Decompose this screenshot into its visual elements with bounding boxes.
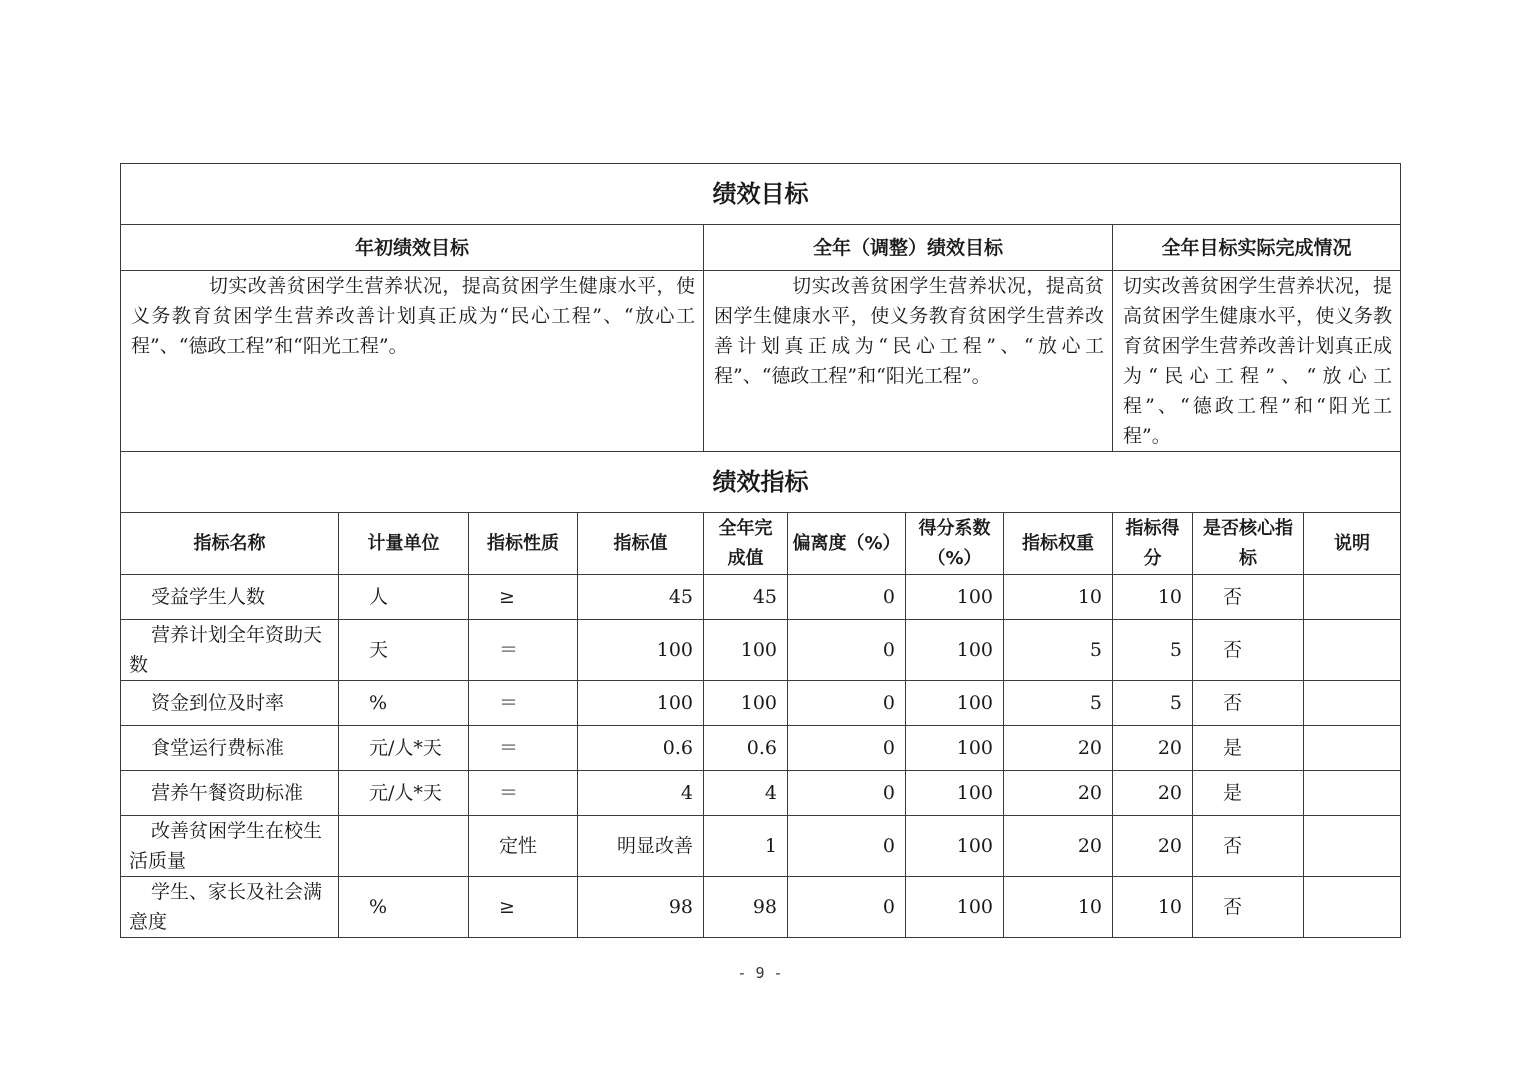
page-number: - 9 - bbox=[737, 964, 783, 982]
cell-nature: ≥ bbox=[469, 877, 578, 938]
cell-name: 营养计划全年资助天数 bbox=[121, 620, 339, 681]
cell-nature: ＝ bbox=[469, 681, 578, 726]
cell-note bbox=[1304, 726, 1401, 771]
cell-actual: 0.6 bbox=[704, 726, 788, 771]
cell-weight: 20 bbox=[1004, 771, 1113, 816]
cell-score: 20 bbox=[1113, 816, 1193, 877]
cell-nature: 定性 bbox=[469, 816, 578, 877]
cell-deviation: 0 bbox=[788, 816, 906, 877]
cell-target: 4 bbox=[578, 771, 704, 816]
cell-coefficient: 100 bbox=[906, 816, 1004, 877]
goal-header-actual: 全年目标实际完成情况 bbox=[1113, 225, 1401, 271]
cell-deviation: 0 bbox=[788, 771, 906, 816]
table-row bbox=[121, 877, 1401, 938]
cell-weight: 5 bbox=[1004, 620, 1113, 681]
performance-table bbox=[120, 163, 1401, 938]
column-header: 全年完成值 bbox=[704, 513, 788, 575]
cell-deviation: 0 bbox=[788, 726, 906, 771]
cell-note bbox=[1304, 681, 1401, 726]
cell-name: 受益学生人数 bbox=[121, 575, 339, 620]
cell-nature: ＝ bbox=[469, 726, 578, 771]
cell-core: 否 bbox=[1193, 620, 1304, 681]
cell-core: 否 bbox=[1193, 575, 1304, 620]
cell-nature: ≥ bbox=[469, 575, 578, 620]
cell-core: 是 bbox=[1193, 726, 1304, 771]
column-header: 是否核心指标 bbox=[1193, 513, 1304, 575]
cell-unit: 元/人*天 bbox=[339, 771, 469, 816]
cell-unit: 人 bbox=[339, 575, 469, 620]
cell-coefficient: 100 bbox=[906, 681, 1004, 726]
cell-nature: ＝ bbox=[469, 620, 578, 681]
cell-weight: 20 bbox=[1004, 816, 1113, 877]
cell-weight: 5 bbox=[1004, 681, 1113, 726]
cell-name: 学生、家长及社会满意度 bbox=[121, 877, 339, 938]
cell-core: 否 bbox=[1193, 681, 1304, 726]
cell-nature: ＝ bbox=[469, 771, 578, 816]
cell-core: 是 bbox=[1193, 771, 1304, 816]
column-header: 指标得分 bbox=[1113, 513, 1193, 575]
cell-core: 否 bbox=[1193, 816, 1304, 877]
cell-actual: 45 bbox=[704, 575, 788, 620]
goal-text-initial: 切实改善贫困学生营养状况，提高贫困学生健康水平，使义务教育贫困学生营养改善计划真正成为“民心工程”、“放心工程”、“德政工程”和“阳光工程”。 bbox=[121, 271, 704, 452]
indicators-section-title: 绩效指标 bbox=[121, 452, 1401, 513]
cell-coefficient: 100 bbox=[906, 771, 1004, 816]
cell-actual: 1 bbox=[704, 816, 788, 877]
column-header: 偏离度（%） bbox=[788, 513, 906, 575]
cell-note bbox=[1304, 877, 1401, 938]
cell-name: 营养午餐资助标准 bbox=[121, 771, 339, 816]
cell-score: 10 bbox=[1113, 877, 1193, 938]
cell-coefficient: 100 bbox=[906, 620, 1004, 681]
column-header: 得分系数（%） bbox=[906, 513, 1004, 575]
column-header: 指标值 bbox=[578, 513, 704, 575]
table-row bbox=[121, 681, 1401, 726]
column-header: 指标权重 bbox=[1004, 513, 1113, 575]
cell-actual: 4 bbox=[704, 771, 788, 816]
cell-unit: 元/人*天 bbox=[339, 726, 469, 771]
cell-actual: 100 bbox=[704, 681, 788, 726]
cell-score: 20 bbox=[1113, 771, 1193, 816]
cell-weight: 20 bbox=[1004, 726, 1113, 771]
cell-deviation: 0 bbox=[788, 681, 906, 726]
cell-note bbox=[1304, 816, 1401, 877]
cell-unit: % bbox=[339, 877, 469, 938]
cell-core: 否 bbox=[1193, 877, 1304, 938]
cell-score: 20 bbox=[1113, 726, 1193, 771]
goals-section-title: 绩效目标 bbox=[121, 164, 1401, 225]
goal-header-initial: 年初绩效目标 bbox=[121, 225, 704, 271]
cell-score: 5 bbox=[1113, 681, 1193, 726]
cell-weight: 10 bbox=[1004, 575, 1113, 620]
column-header: 指标性质 bbox=[469, 513, 578, 575]
goal-header-adjusted: 全年（调整）绩效目标 bbox=[704, 225, 1113, 271]
table-row bbox=[121, 816, 1401, 877]
table-row bbox=[121, 575, 1401, 620]
table-row bbox=[121, 771, 1401, 816]
cell-name: 资金到位及时率 bbox=[121, 681, 339, 726]
cell-name: 改善贫困学生在校生活质量 bbox=[121, 816, 339, 877]
cell-coefficient: 100 bbox=[906, 575, 1004, 620]
cell-target: 45 bbox=[578, 575, 704, 620]
goal-text-actual: 切实改善贫困学生营养状况，提高贫困学生健康水平，使义务教育贫困学生营养改善计划真正成为“民心工程”、“放心工程”、“德政工程”和“阳光工程”。 bbox=[1113, 271, 1401, 452]
cell-actual: 100 bbox=[704, 620, 788, 681]
table-row bbox=[121, 726, 1401, 771]
cell-target: 0.6 bbox=[578, 726, 704, 771]
cell-target: 100 bbox=[578, 620, 704, 681]
cell-score: 5 bbox=[1113, 620, 1193, 681]
cell-deviation: 0 bbox=[788, 575, 906, 620]
goal-text-adjusted: 切实改善贫困学生营养状况，提高贫困学生健康水平，使义务教育贫困学生营养改善计划真正成为“民心工程”、“放心工程”、“德政工程”和“阳光工程”。 bbox=[704, 271, 1113, 452]
cell-target: 98 bbox=[578, 877, 704, 938]
cell-name: 食堂运行费标准 bbox=[121, 726, 339, 771]
cell-deviation: 0 bbox=[788, 877, 906, 938]
cell-note bbox=[1304, 771, 1401, 816]
cell-coefficient: 100 bbox=[906, 877, 1004, 938]
cell-target: 明显改善 bbox=[578, 816, 704, 877]
cell-target: 100 bbox=[578, 681, 704, 726]
cell-note bbox=[1304, 575, 1401, 620]
column-header: 指标名称 bbox=[121, 513, 339, 575]
cell-unit: 天 bbox=[339, 620, 469, 681]
cell-unit bbox=[339, 816, 469, 877]
table-row bbox=[121, 620, 1401, 681]
cell-actual: 98 bbox=[704, 877, 788, 938]
cell-weight: 10 bbox=[1004, 877, 1113, 938]
cell-deviation: 0 bbox=[788, 620, 906, 681]
cell-coefficient: 100 bbox=[906, 726, 1004, 771]
column-header: 计量单位 bbox=[339, 513, 469, 575]
column-header: 说明 bbox=[1304, 513, 1401, 575]
cell-note bbox=[1304, 620, 1401, 681]
cell-score: 10 bbox=[1113, 575, 1193, 620]
cell-unit: % bbox=[339, 681, 469, 726]
